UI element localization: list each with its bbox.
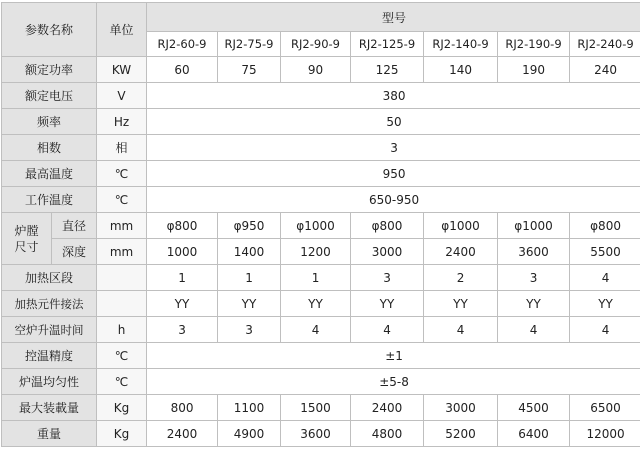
value-cell: YY bbox=[218, 291, 281, 317]
row-unit: V bbox=[97, 83, 147, 109]
model-cell: RJ2-190-9 bbox=[498, 32, 570, 57]
row-label: 工作温度 bbox=[2, 187, 97, 213]
table-row bbox=[2, 369, 640, 395]
value-cell: YY bbox=[147, 291, 218, 317]
value-cell: 4500 bbox=[498, 395, 570, 421]
value-cell: YY bbox=[281, 291, 351, 317]
value-cell: 190 bbox=[498, 57, 570, 83]
row-label: 深度 bbox=[52, 239, 97, 265]
table-row bbox=[2, 265, 640, 291]
row-label: 频率 bbox=[2, 109, 97, 135]
value-cell: 3600 bbox=[281, 421, 351, 447]
row-unit: ℃ bbox=[97, 187, 147, 213]
value-cell: 1200 bbox=[281, 239, 351, 265]
chamber-label-line2: 尺寸 bbox=[14, 239, 39, 254]
table-row bbox=[2, 317, 640, 343]
value-cell: 2400 bbox=[351, 395, 424, 421]
row-unit: mm bbox=[97, 239, 147, 265]
model-cell: RJ2-60-9 bbox=[147, 32, 218, 57]
value-cell: 4 bbox=[570, 265, 640, 291]
chamber-label-line1: 炉膛 bbox=[14, 223, 39, 238]
table-row bbox=[2, 83, 640, 109]
value-cell: ±5-8 bbox=[147, 369, 640, 395]
value-cell: 1 bbox=[218, 265, 281, 291]
value-cell: φ800 bbox=[351, 213, 424, 239]
row-unit: ℃ bbox=[97, 369, 147, 395]
value-cell: 3 bbox=[498, 265, 570, 291]
value-cell: 240 bbox=[570, 57, 640, 83]
value-cell: φ800 bbox=[570, 213, 640, 239]
model-cell: RJ2-90-9 bbox=[281, 32, 351, 57]
value-cell: φ1000 bbox=[281, 213, 351, 239]
row-unit: Kg bbox=[97, 395, 147, 421]
chamber-size-label bbox=[2, 213, 52, 265]
row-unit bbox=[97, 265, 147, 291]
value-cell: 4800 bbox=[351, 421, 424, 447]
param-header: 参数名称 bbox=[2, 3, 97, 57]
value-cell: 4 bbox=[498, 317, 570, 343]
value-cell: 75 bbox=[218, 57, 281, 83]
value-cell: YY bbox=[570, 291, 640, 317]
value-cell: 12000 bbox=[570, 421, 640, 447]
row-unit: 相 bbox=[97, 135, 147, 161]
value-cell: ±1 bbox=[147, 343, 640, 369]
spec-table bbox=[1, 2, 640, 447]
value-cell: 140 bbox=[424, 57, 498, 83]
value-cell: 4900 bbox=[218, 421, 281, 447]
value-cell: φ800 bbox=[147, 213, 218, 239]
value-cell: 125 bbox=[351, 57, 424, 83]
model-cell: RJ2-140-9 bbox=[424, 32, 498, 57]
value-cell: φ950 bbox=[218, 213, 281, 239]
value-cell: 90 bbox=[281, 57, 351, 83]
value-cell: 3 bbox=[147, 317, 218, 343]
row-unit: Kg bbox=[97, 421, 147, 447]
row-unit: Hz bbox=[97, 109, 147, 135]
value-cell: 950 bbox=[147, 161, 640, 187]
table-row bbox=[2, 291, 640, 317]
row-label: 额定电压 bbox=[2, 83, 97, 109]
row-unit: mm bbox=[97, 213, 147, 239]
row-label: 最高温度 bbox=[2, 161, 97, 187]
table-row bbox=[2, 239, 640, 265]
value-cell: 50 bbox=[147, 109, 640, 135]
value-cell: 1100 bbox=[218, 395, 281, 421]
value-cell: 1000 bbox=[147, 239, 218, 265]
table-row bbox=[2, 57, 640, 83]
value-cell: 4 bbox=[570, 317, 640, 343]
value-cell: 60 bbox=[147, 57, 218, 83]
value-cell: 4 bbox=[424, 317, 498, 343]
value-cell: 800 bbox=[147, 395, 218, 421]
model-cell: RJ2-75-9 bbox=[218, 32, 281, 57]
row-unit: ℃ bbox=[97, 161, 147, 187]
row-unit: KW bbox=[97, 57, 147, 83]
model-cell: RJ2-240-9 bbox=[570, 32, 640, 57]
row-label: 额定功率 bbox=[2, 57, 97, 83]
row-label: 加热区段 bbox=[2, 265, 97, 291]
value-cell: 5500 bbox=[570, 239, 640, 265]
value-cell: 1 bbox=[147, 265, 218, 291]
value-cell: 1400 bbox=[218, 239, 281, 265]
table-row bbox=[2, 343, 640, 369]
value-cell: 2400 bbox=[147, 421, 218, 447]
value-cell: 3 bbox=[351, 265, 424, 291]
value-cell: 4 bbox=[351, 317, 424, 343]
model-header: 型号 bbox=[147, 3, 640, 32]
row-label: 炉温均匀性 bbox=[2, 369, 97, 395]
row-unit bbox=[97, 291, 147, 317]
table-row bbox=[2, 187, 640, 213]
value-cell: 3 bbox=[218, 317, 281, 343]
row-label: 相数 bbox=[2, 135, 97, 161]
row-label: 空炉升温时间 bbox=[2, 317, 97, 343]
table-row bbox=[2, 135, 640, 161]
value-cell: 3600 bbox=[498, 239, 570, 265]
value-cell: 4 bbox=[281, 317, 351, 343]
value-cell: 6400 bbox=[498, 421, 570, 447]
value-cell: φ1000 bbox=[424, 213, 498, 239]
value-cell: 380 bbox=[147, 83, 640, 109]
row-label: 最大装載量 bbox=[2, 395, 97, 421]
value-cell: φ1000 bbox=[498, 213, 570, 239]
value-cell: YY bbox=[424, 291, 498, 317]
row-label: 加热元件接法 bbox=[2, 291, 97, 317]
value-cell: 1500 bbox=[281, 395, 351, 421]
row-label: 控温精度 bbox=[2, 343, 97, 369]
header-row bbox=[2, 3, 640, 32]
value-cell: 5200 bbox=[424, 421, 498, 447]
value-cell: 3000 bbox=[351, 239, 424, 265]
value-cell: YY bbox=[498, 291, 570, 317]
row-unit: h bbox=[97, 317, 147, 343]
value-cell: 6500 bbox=[570, 395, 640, 421]
value-cell: 3 bbox=[147, 135, 640, 161]
table-row bbox=[2, 421, 640, 447]
unit-header: 单位 bbox=[97, 3, 147, 57]
table-row bbox=[2, 161, 640, 187]
value-cell: 2 bbox=[424, 265, 498, 291]
row-label: 直径 bbox=[52, 213, 97, 239]
value-cell: 2400 bbox=[424, 239, 498, 265]
row-unit: ℃ bbox=[97, 343, 147, 369]
table-row bbox=[2, 109, 640, 135]
value-cell: 3000 bbox=[424, 395, 498, 421]
value-cell: 650-950 bbox=[147, 187, 640, 213]
value-cell: 1 bbox=[281, 265, 351, 291]
row-label: 重量 bbox=[2, 421, 97, 447]
model-cell: RJ2-125-9 bbox=[351, 32, 424, 57]
value-cell: YY bbox=[351, 291, 424, 317]
table-row bbox=[2, 395, 640, 421]
table-row bbox=[2, 213, 640, 239]
